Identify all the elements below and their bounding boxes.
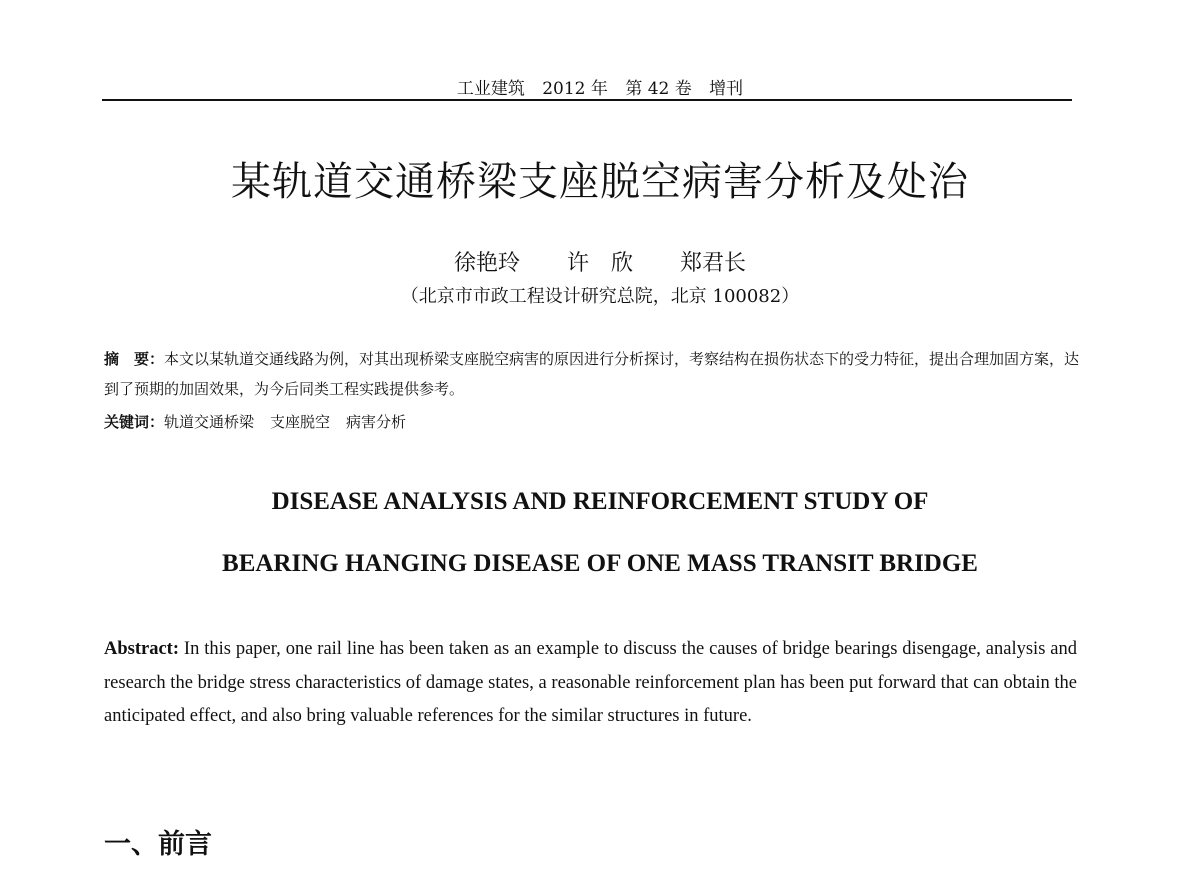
author-affiliation: （北京市市政工程设计研究总院，北京 100082） bbox=[400, 286, 800, 307]
keywords-label: 关键词： bbox=[104, 413, 165, 431]
abstract-english-label: Abstract: bbox=[104, 639, 180, 659]
keyword: 轨道交通桥梁 bbox=[164, 413, 255, 431]
section-heading-introduction: 一、前言 bbox=[104, 829, 212, 860]
abstract-chinese bbox=[104, 344, 1084, 404]
journal-issue: 增刊 bbox=[709, 79, 744, 99]
abstract-chinese-label: 摘 要： bbox=[104, 350, 165, 368]
journal-volume: 第 42 卷 bbox=[625, 79, 692, 99]
header-rule bbox=[102, 99, 1072, 101]
keywords bbox=[104, 408, 1084, 436]
paper-title-english-line-2: BEARING HANGING DISEASE OF ONE MASS TRANSIT BRIDGE bbox=[222, 550, 978, 577]
author-name: 徐艳玲 bbox=[453, 251, 520, 276]
abstract-chinese-text: 本文以某轨道交通线路为例，对其出现桥梁支座脱空病害的原因进行分析探讨，考察结构在损伤状态下的受力特征，提出合理加固方案，达到了预期的加固效果，为今后同类工程实践提供参考。 bbox=[104, 350, 1080, 398]
journal-year: 2012 年 bbox=[542, 79, 608, 99]
keyword: 支座脱空 bbox=[270, 413, 331, 431]
author-list bbox=[0, 246, 1200, 277]
journal-name: 工业建筑 bbox=[456, 79, 525, 99]
author-name: 郑君长 bbox=[680, 251, 747, 276]
keyword: 病害分析 bbox=[346, 413, 407, 431]
journal-header bbox=[0, 74, 1200, 99]
author-name: 许 欣 bbox=[566, 251, 633, 276]
abstract-english-text: In this paper, one rail line has been taken as an example to discuss the causes of bridge bearings disengage, analysis and research the bridge stress characteristics of damage states, a reasonable reinforcement plan has been put forward that can obtain the anticipated effect, and also bring valuable references for the similar structures in future. bbox=[104, 639, 1077, 726]
abstract-english bbox=[104, 633, 1077, 734]
paper-title-english-line-1: DISEASE ANALYSIS AND REINFORCEMENT STUDY OF bbox=[271, 488, 929, 515]
paper-title-chinese: 某轨道交通桥梁支座脱空病害分析及处治 bbox=[231, 159, 969, 205]
